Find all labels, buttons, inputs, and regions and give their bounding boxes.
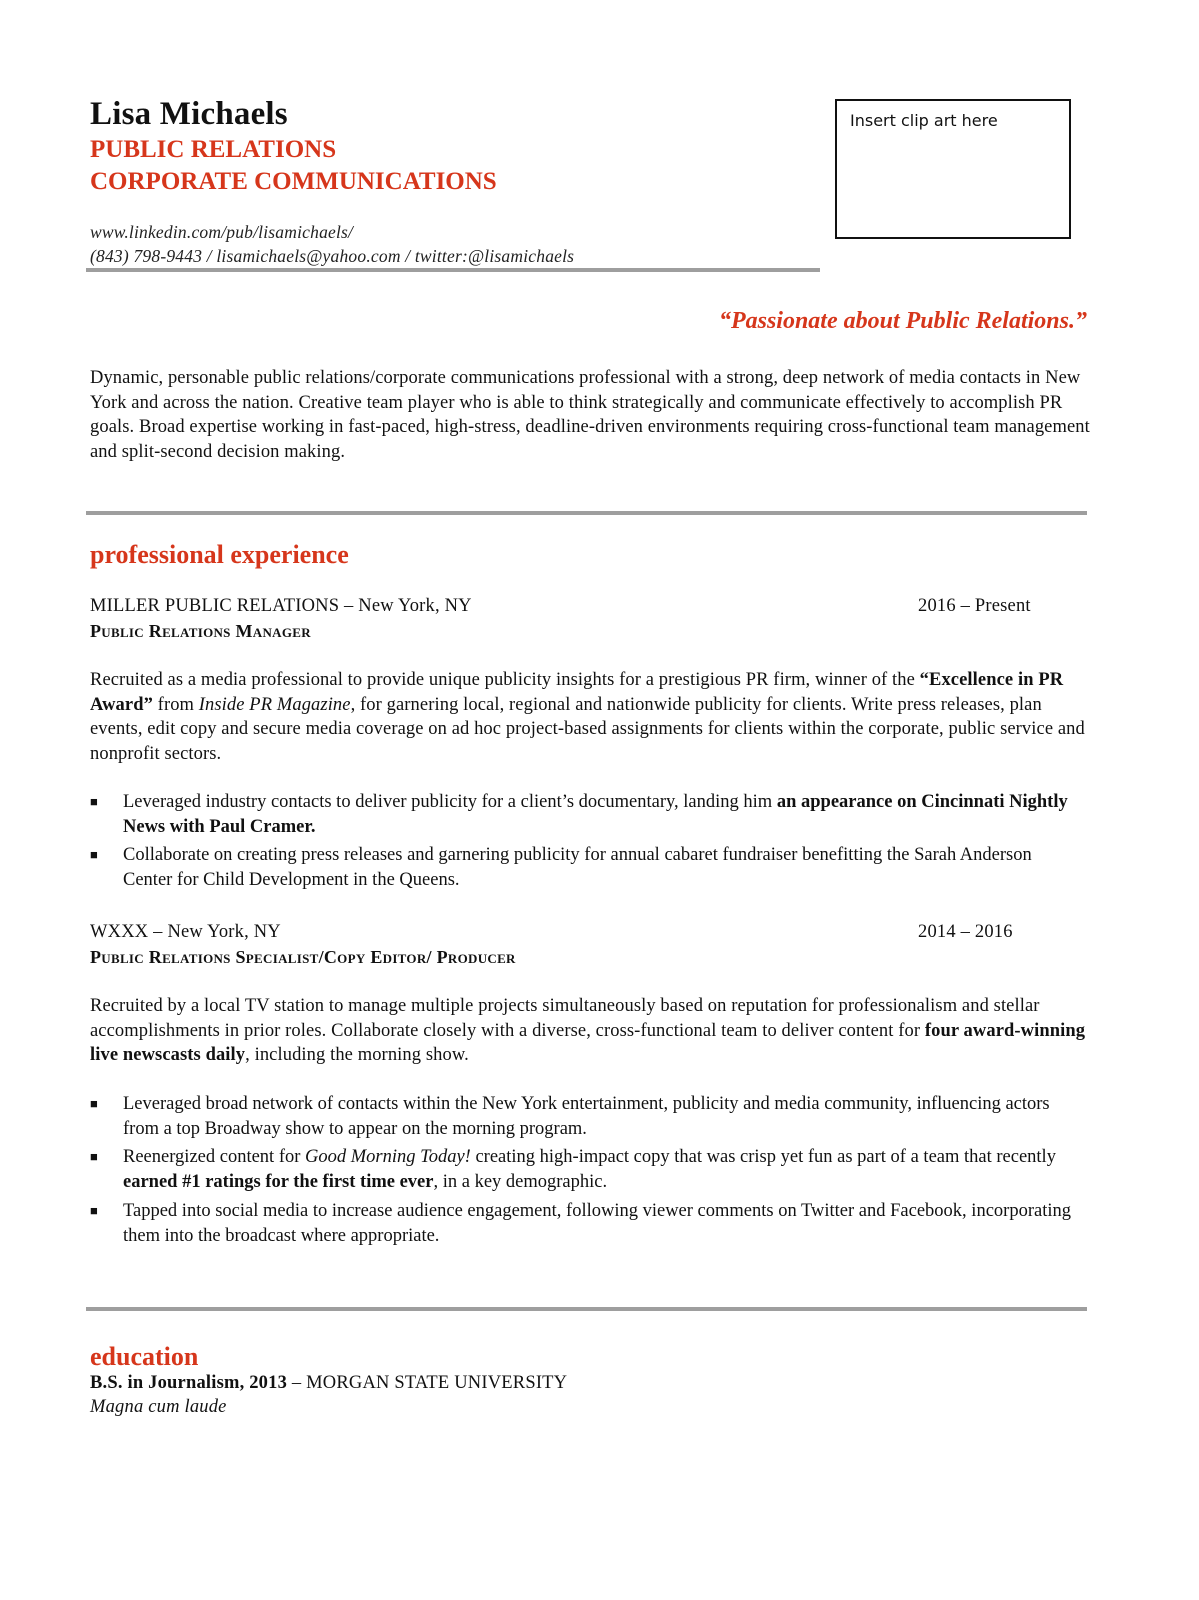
contact-line: (843) 798-9443 / lisamichaels@yahoo.com / twitter:@lisamichaels xyxy=(90,246,575,266)
bullet-square-icon: ■ xyxy=(90,1149,98,1164)
education-heading: education xyxy=(90,1342,199,1371)
bullet-text: Tapped into social media to increase audience engagement, following viewer comments on Twitter and Facebook, incorporating them into the broadcast where appropriate. xyxy=(123,1201,1071,1246)
job-description xyxy=(90,668,1090,766)
bullet-text: Leveraged broad network of contacts within the New York entertainment, publicity and media community, influencing actors from a top Broadway show to appear on the morning program. xyxy=(123,1094,1050,1139)
bullet-square-icon: ■ xyxy=(90,1203,98,1218)
bullet-highlight: earned #1 ratings for the first time ever xyxy=(123,1171,434,1192)
bullet-plain: , in a key demographic. xyxy=(433,1171,608,1192)
job-company: MILLER PUBLIC RELATIONS – New York, NY xyxy=(90,596,472,616)
job-dates: 2014 – 2016 xyxy=(918,922,1013,942)
job-dates: 2016 – Present xyxy=(918,596,1031,616)
bullet-show-name: Good Morning Today! xyxy=(305,1147,471,1167)
bullet-text xyxy=(123,790,1083,839)
resume-name: Lisa Michaels xyxy=(90,96,288,132)
bullet-plain: creating high-impact copy that was crisp yet fun as part of a team that recently xyxy=(470,1147,1056,1167)
job-title: Public Relations Manager xyxy=(90,621,311,641)
linkedin-url[interactable]: www.linkedin.com/pub/lisamichaels/ xyxy=(90,222,354,242)
school: – MORGAN STATE UNIVERSITY xyxy=(287,1373,568,1393)
clip-art-placeholder-text: Insert clip art here xyxy=(850,111,998,130)
desc-highlight: four award-winning live newscasts daily xyxy=(90,1020,1086,1065)
degree: B.S. in Journalism, 2013 xyxy=(90,1373,288,1393)
job-description xyxy=(90,994,1090,1068)
header-divider xyxy=(86,268,820,272)
subtitle-public-relations: PUBLIC RELATIONS xyxy=(90,136,337,163)
job-title: Public Relations Specialist/Copy Editor/ Producer xyxy=(90,947,516,967)
section-divider xyxy=(86,511,1087,515)
desc-magazine: Inside PR Magazine xyxy=(198,694,351,715)
clip-art-placeholder xyxy=(835,99,1071,239)
bullet-text xyxy=(123,1145,1083,1194)
section-divider xyxy=(86,1307,1087,1311)
bullet-plain: Reenergized content for xyxy=(123,1147,306,1167)
desc-text: , for garnering local, regional and nationwide publicity for clients. Write press releases, plan events, edit copy and secure media coverage on ad hoc project-based assignments for clients within the corporate, public service and nonprofit sectors. xyxy=(90,694,1085,764)
summary-paragraph: Dynamic, personable public relations/corporate communications professional with a strong, deep network of media contacts in New York and across the nation. Creative team player who is able to think strategically and communicate effectively to accomplish PR goals. Broad expertise working in fast-paced, high-stress, deadline-driven environments requiring cross-functional team management and split-second decision making. xyxy=(90,368,1090,462)
bullet-square-icon: ■ xyxy=(90,847,98,862)
bullet-square-icon: ■ xyxy=(90,1096,98,1111)
bullet-text: Collaborate on creating press releases and garnering publicity for annual cabaret fundraiser benefitting the Sarah Anderson Center for Child Development in the Queens. xyxy=(123,845,1032,890)
experience-heading: professional experience xyxy=(90,540,349,569)
desc-text: Recruited by a local TV station to manage multiple projects simultaneously based on reputation for professionalism and stellar accomplishments in prior roles. Collaborate closely with a diverse, cross-functional team to deliver content for xyxy=(90,996,1040,1041)
bullet-highlight: an appearance on Cincinnati Nightly News with Paul Cramer. xyxy=(123,792,1068,837)
desc-text: from xyxy=(152,694,199,715)
job-company: WXXX – New York, NY xyxy=(90,922,281,942)
desc-text: , including the morning show. xyxy=(245,1045,469,1065)
education-degree-line xyxy=(90,1373,567,1394)
desc-award: “Excellence in PR Award” xyxy=(90,670,1064,715)
subtitle-corporate-communications: CORPORATE COMMUNICATIONS xyxy=(90,168,497,195)
tagline-quote: “Passionate about Public Relations.” xyxy=(718,308,1087,334)
education-honors: Magna cum laude xyxy=(90,1397,227,1417)
bullet-plain: Leveraged industry contacts to deliver publicity for a client’s documentary, landing him xyxy=(123,792,777,812)
bullet-square-icon: ■ xyxy=(90,794,98,809)
desc-text: Recruited as a media professional to provide unique publicity insights for a prestigious PR firm, winner of the xyxy=(90,670,920,690)
